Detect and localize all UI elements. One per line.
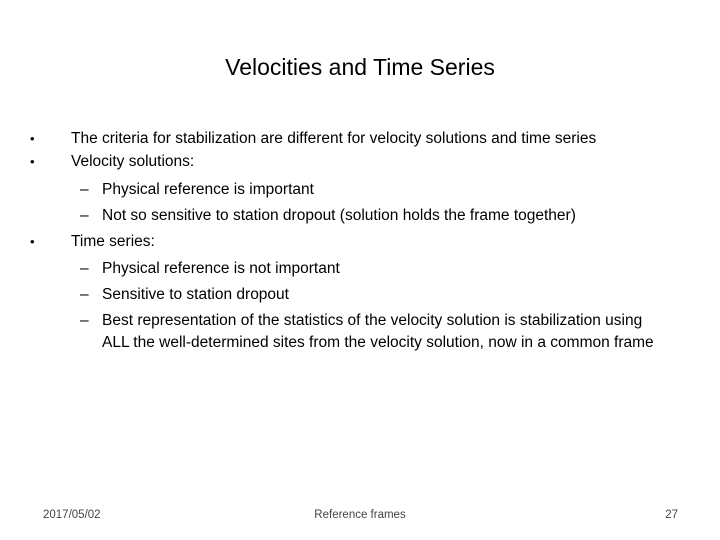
bullet-icon: • [30,131,35,146]
dash-icon: – [80,312,89,329]
slide-title: Velocities and Time Series [225,54,495,80]
dash-icon: – [80,260,89,277]
bullet-time-series: Time series: [71,233,155,250]
dash-icon: – [80,286,89,303]
page-number: 27 [665,509,678,521]
bullet-icon: • [30,154,35,169]
sub-item-station-dropout-insensitive: Not so sensitive to station dropout (solution holds the frame together) [102,207,576,224]
dash-icon: – [80,181,89,198]
bullet-icon: • [30,234,35,249]
sub-item-physical-reference-not-important: Physical reference is not important [102,260,340,277]
footer-title: Reference frames [314,509,406,521]
footer-date: 2017/05/02 [43,509,101,521]
sub-item-physical-reference-important: Physical reference is important [102,181,314,198]
bullet-velocity-solutions: Velocity solutions: [71,153,195,170]
dash-icon: – [80,207,89,224]
sub-item-station-dropout-sensitive: Sensitive to station dropout [102,286,289,303]
bullet-criteria: The criteria for stabilization are different for velocity solutions and time series [71,130,597,147]
sub-item-best-representation: Best representation of the statistics of the velocity solution is stabilization using ALL the well-determined sites from the velocity solution, now in a common frame [102,312,654,351]
